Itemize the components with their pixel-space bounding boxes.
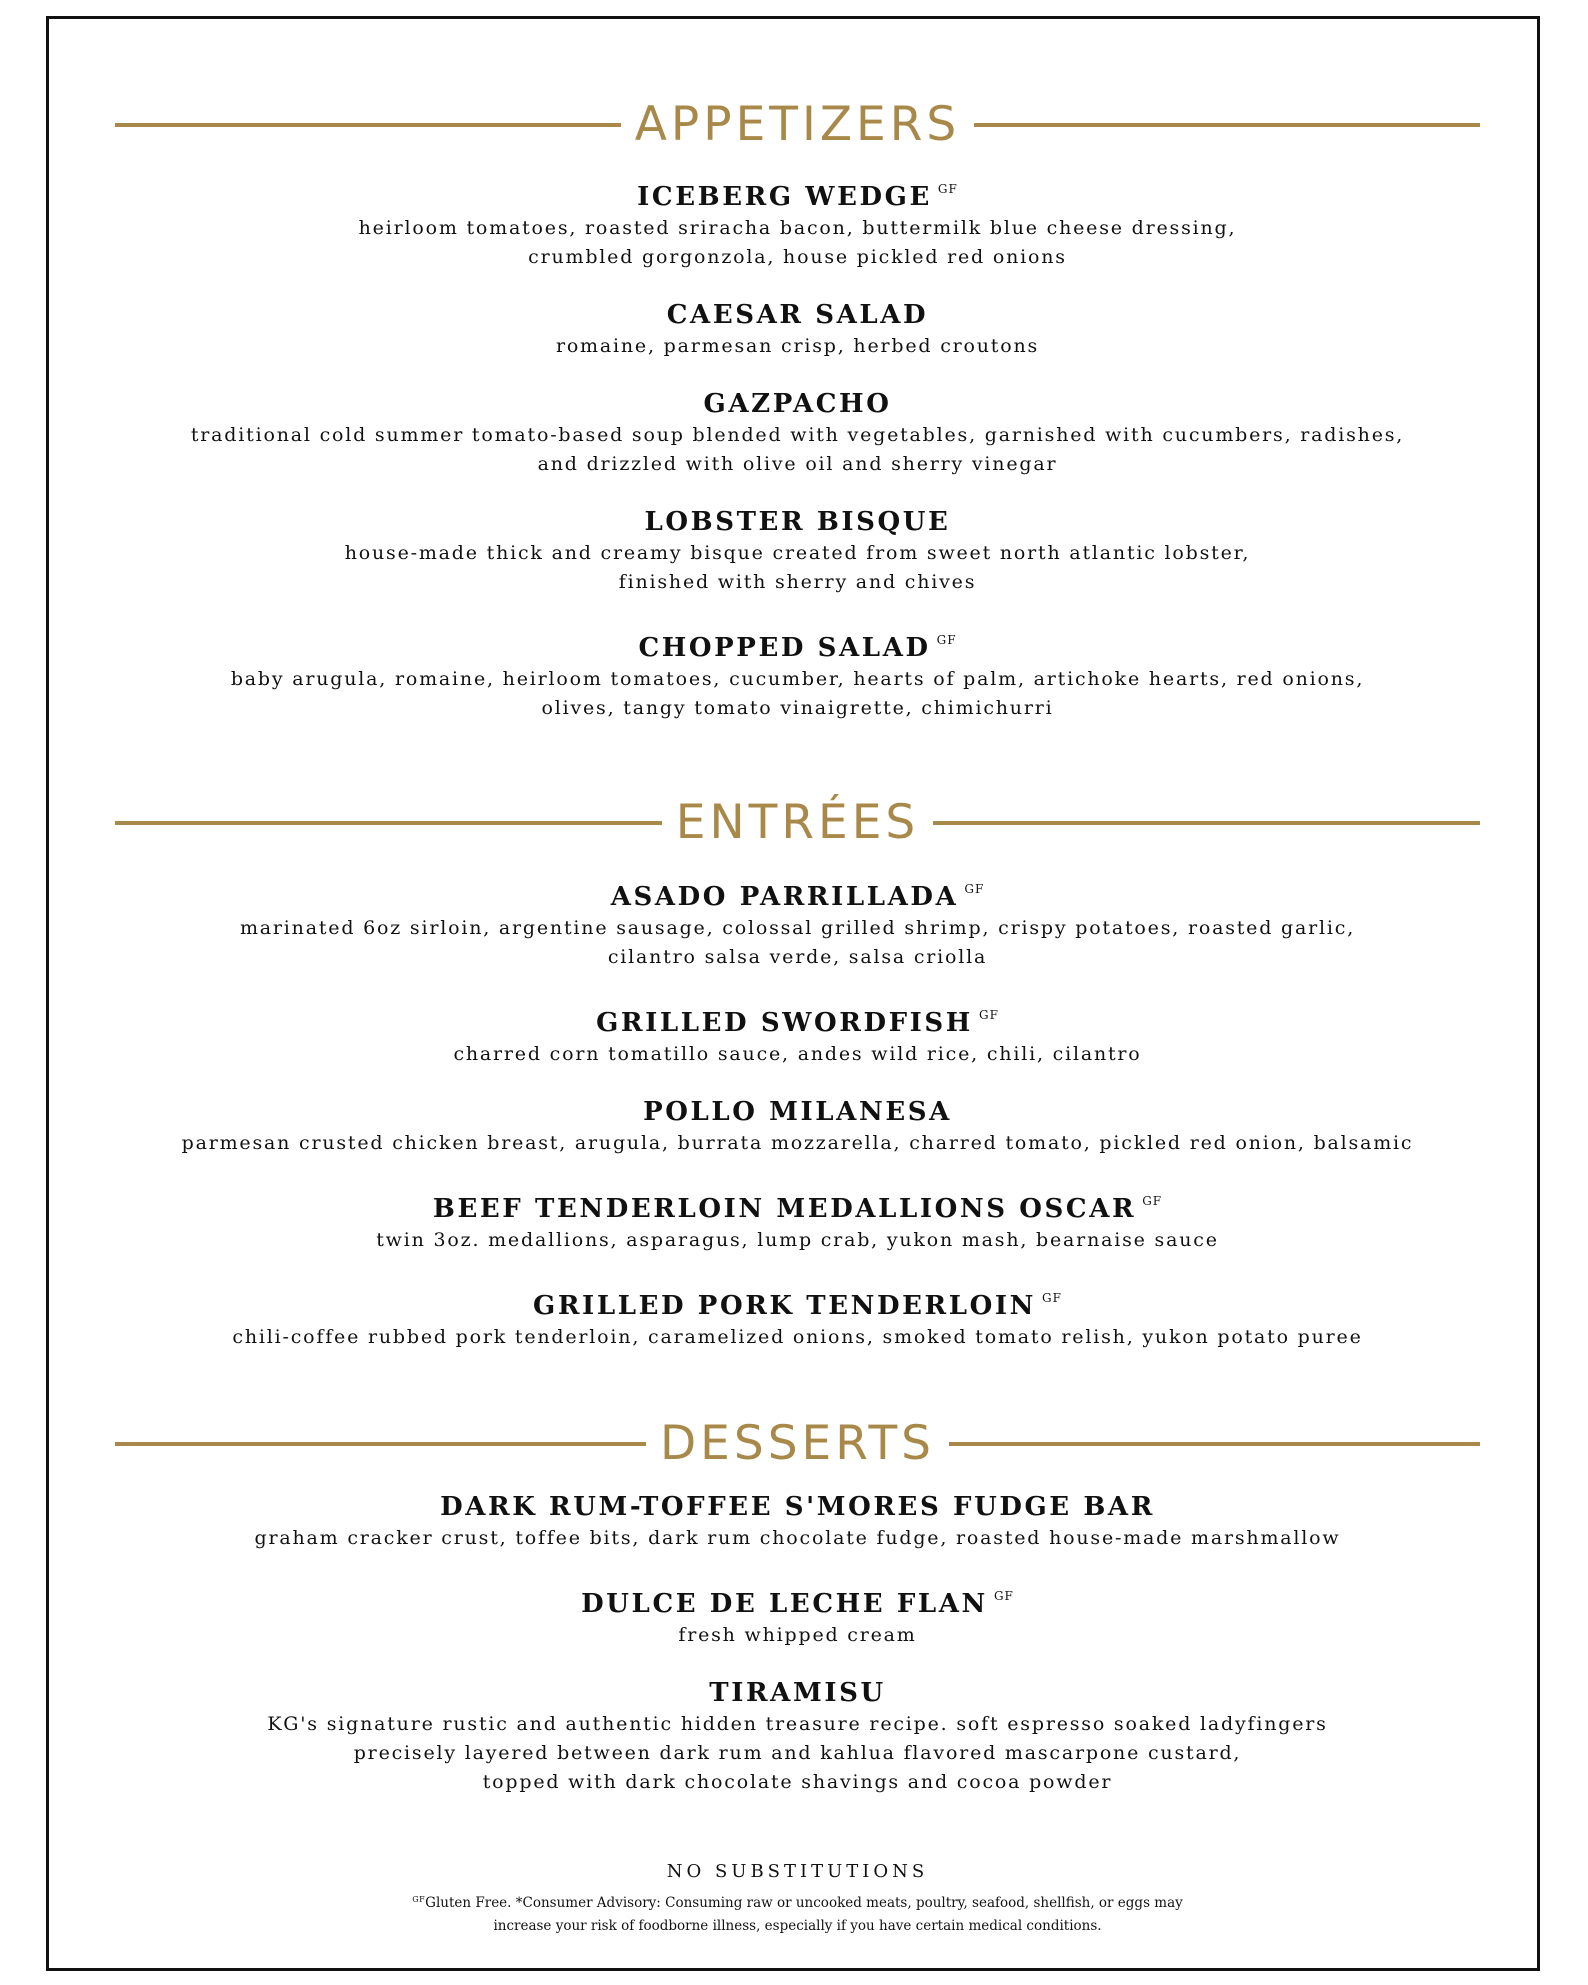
item-name: LOBSTER BISQUE [644, 507, 951, 537]
divider-rule-right [949, 1442, 1480, 1446]
item-name: GAZPACHO [703, 389, 892, 419]
menu-item [115, 1676, 1480, 1797]
gluten-free-badge: GF [1142, 1194, 1163, 1208]
menu-item [115, 387, 1480, 479]
menu-item [115, 505, 1480, 597]
section-header-desserts [115, 1414, 1480, 1474]
item-description: graham cracker crust, toffee bits, dark rum chocolate fudge, roasted house-made marshmallow [254, 1527, 1341, 1549]
section-title: ENTRÉES [675, 795, 920, 850]
item-name: GRILLED PORK TENDERLOIN $^{GF}$ [533, 1291, 1062, 1321]
item-description: house-made thick and creamy bisque created from sweet north atlantic lobster, finished with sherry and chives [344, 542, 1251, 593]
item-description: twin 3oz. medallions, asparagus, lump crab, yukon mash, bearnaise sauce [376, 1229, 1219, 1251]
gluten-free-badge: GF [1042, 1291, 1062, 1305]
entrees-list [115, 872, 1480, 1378]
item-name: BEEF TENDERLOIN MEDALLIONS OSCAR $^{GF}$ [432, 1194, 1163, 1224]
item-name: TIRAMISU [709, 1678, 886, 1708]
menu-item [115, 998, 1480, 1069]
gluten-free-badge: GF [964, 882, 985, 896]
divider-rule-left [115, 123, 621, 127]
appetizers-list [115, 172, 1480, 749]
menu-item [115, 1579, 1480, 1650]
section-title: APPETIZERS [634, 97, 961, 152]
item-description: KG's signature rustic and authentic hidden treasure recipe. soft espresso soaked ladyfingers precisely layered between dark rum and kahlua flavored mascarpone custard, topped with dark chocolate shavings and cocoa powder [267, 1713, 1328, 1793]
desserts-list [115, 1490, 1480, 1823]
item-name: POLLO MILANESA [643, 1097, 952, 1127]
item-description: parmesan crusted chicken breast, arugula, burrata mozzarella, charred tomato, pickled red onion, balsamic [181, 1132, 1414, 1154]
item-description: marinated 6oz sirloin, argentine sausage, colossal grilled shrimp, crispy potatoes, roasted garlic, cilantro salsa verde, salsa criolla [239, 917, 1356, 968]
menu-item [115, 1095, 1480, 1158]
item-description: heirloom tomatoes, roasted sriracha bacon, buttermilk blue cheese dressing, crumbled gorgonzola, house pickled red onions [358, 217, 1237, 268]
item-name: DULCE DE LECHE FLAN $^{GF}$ [581, 1589, 1014, 1619]
item-description: romaine, parmesan crisp, herbed croutons [555, 335, 1040, 357]
item-description: traditional cold summer tomato-based soup blended with vegetables, garnished with cucumbers, radishes, and drizzled with olive oil and sherry vinegar [190, 424, 1405, 475]
gluten-free-badge: GF [936, 633, 957, 647]
item-description: chili-coffee rubbed pork tenderloin, caramelized onions, smoked tomato relish, yukon potato puree [232, 1326, 1363, 1348]
item-name: ASADO PARRILLADA $^{GF}$ [610, 882, 985, 912]
item-description: fresh whipped cream [678, 1624, 917, 1646]
menu-item [115, 1281, 1480, 1352]
item-name: CAESAR SALAD [666, 300, 929, 330]
section-header-entrees [115, 793, 1480, 853]
gluten-free-badge: GF [978, 1008, 999, 1022]
gluten-free-badge: GF [993, 1589, 1014, 1603]
advisory-text: Gluten Free. *Consumer Advisory: Consuming raw or uncooked meats, poultry, seafood, shellfish, or eggs may increase your risk of foodborne illness, especially if you have certain medical conditions. [425, 1895, 1183, 1934]
menu-item [115, 872, 1480, 972]
divider-rule-left [115, 1442, 646, 1446]
gluten-free-mark: GF [412, 1895, 426, 1904]
item-description: charred corn tomatillo sauce, andes wild rice, chili, cilantro [453, 1043, 1142, 1065]
menu-footer [115, 1858, 1480, 1938]
menu-item [115, 298, 1480, 361]
item-description: baby arugula, romaine, heirloom tomatoes, cucumber, hearts of palm, artichoke hearts, red onions, olives, tangy tomato vinaigrette, chimichurri [230, 668, 1365, 719]
section-title: DESSERTS [659, 1416, 936, 1471]
divider-rule-right [933, 821, 1480, 825]
item-name: DARK RUM-TOFFEE S'MORES FUDGE BAR [440, 1492, 1155, 1522]
menu-item [115, 172, 1480, 272]
item-name: GRILLED SWORDFISH $^{GF}$ [596, 1008, 999, 1038]
divider-rule-right [974, 123, 1480, 127]
divider-rule-left [115, 821, 662, 825]
menu-item [115, 1184, 1480, 1255]
item-name: ICEBERG WEDGE $^{GF}$ [637, 182, 958, 212]
section-header-appetizers [115, 95, 1480, 155]
menu-item [115, 623, 1480, 723]
consumer-advisory [115, 1888, 1480, 1938]
menu-item [115, 1490, 1480, 1553]
item-name: CHOPPED SALAD $^{GF}$ [638, 633, 957, 663]
gluten-free-badge: GF [937, 182, 958, 196]
no-substitutions-note: NO SUBSTITUTIONS [666, 1861, 929, 1882]
